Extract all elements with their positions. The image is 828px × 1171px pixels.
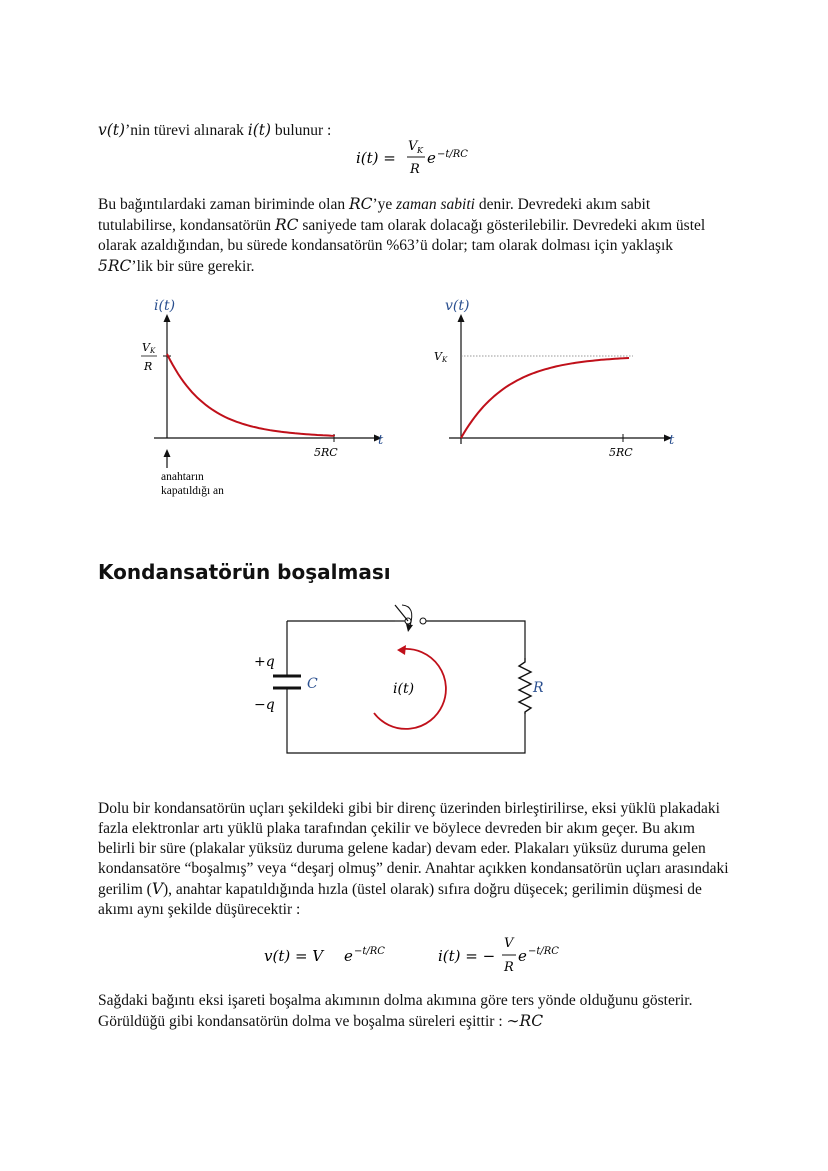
graph1-xlabel: t: [378, 433, 384, 448]
graph-charging-current: [130, 290, 400, 505]
para1-s5: ’lik bir süre gerekir.: [131, 258, 255, 275]
graph2-ylabel: v(t): [445, 298, 470, 314]
wire-bottom: [287, 692, 525, 753]
para1-s4: saniyede tam olarak dolacağı gösterilebilir. Devredeki akım üstel olarak azaldığından, bu sürede kondansatörün %63’ü dolar; tam olarak dolması için yaklaşık: [98, 217, 706, 254]
formula3-lhs: i(t) = −: [438, 947, 496, 965]
wire-top-right: [422, 621, 525, 658]
resistor-zigzag: [519, 658, 531, 714]
para1-rc: RC: [348, 195, 373, 213]
formula3-exp-base: e: [518, 947, 527, 965]
v-of-t: v(t): [98, 121, 126, 139]
graph1-annot-line2: kapatıldığı an: [161, 485, 224, 497]
graph2-y-arrow: [458, 314, 465, 322]
formula1-lhs: i(t) =: [356, 149, 396, 167]
formula-charging-current: [350, 136, 520, 180]
graph1-ynum-sub: K: [150, 347, 156, 355]
para2-v: V: [151, 880, 164, 898]
graph1-decay-curve: [167, 354, 334, 436]
formula1-den: R: [410, 162, 420, 177]
current-arrow-head: [397, 645, 406, 655]
graph2-xlabel: t: [669, 433, 675, 448]
graph2-rise-curve: [461, 358, 629, 438]
para1-s1: Bu bağıntılardaki zaman biriminde olan: [98, 196, 349, 213]
formula3-num: V: [504, 936, 514, 951]
graph1-annot-arrow-head: [164, 449, 171, 457]
switch-arrow-head: [406, 624, 413, 632]
graph2-ylevel: V: [434, 350, 442, 363]
formula-discharge-current: [432, 930, 582, 974]
current-label: i(t): [393, 681, 415, 697]
graph1-ynum: V: [142, 341, 150, 354]
switch-blade: [395, 605, 408, 621]
charge-plus: +q: [254, 654, 275, 670]
para3-s1: Sağdaki bağıntı eksi işareti boşalma akımının dolma akımına göre ters yönde olduğunu gösterir. Görüldüğü gibi kondansatörün dolma ve boşalma süreleri eşittir :: [98, 992, 693, 1030]
discharge-circuit: [240, 596, 560, 766]
graph2-x-tick-label: 5RC: [609, 446, 633, 459]
graph1-x-tick-label: 5RC: [314, 446, 338, 459]
para3-approx: ∼RC: [506, 1012, 544, 1030]
para2-s2: ), anahtar kapatıldığında hızla (üstel olarak) sıfıra doğru düşecek; gerilimin düşmesi de akımı aynı şekilde düşürecektir :: [98, 881, 702, 918]
formula2-lhs: v(t) = V: [264, 947, 324, 965]
graph1-annot-line1: anahtarın: [161, 471, 204, 483]
graph2-ylevel-sub: K: [442, 356, 448, 364]
graph1-ylabel: i(t): [154, 298, 176, 314]
switch-contact-right: [420, 618, 426, 624]
intro-post: bulunur :: [271, 122, 332, 139]
paragraph-conclusion: [98, 991, 730, 1032]
para2-s1: Dolu bir kondansatörün uçları şekildeki gibi bir direnç üzerinden birleştirilirse, eksi yüklü plakadaki fazla elektronlar artı yüklü plaka tarafından çekilir ve böylece devreden bir akım geçer. Bu akım belirli bir süre (plakalar yüksüz duruma gelene kadar) devam eder. Plakaları yüksüz duruma gelen kondansatöre “boşalmış” veya “deşarj olmuş” denir. Anahtar açıkken kondansatörün uçları arasındaki gerilim (: [98, 800, 729, 898]
section-title: Kondansatörün boşalması: [98, 560, 391, 584]
formula3-exp: −t/RC: [528, 946, 559, 957]
formula1-exp-base: e: [427, 149, 436, 167]
para1-term: zaman sabiti: [396, 196, 475, 213]
paragraph-time-constant: [98, 194, 730, 277]
para1-rc2: RC: [274, 216, 299, 234]
capacitor-label: C: [307, 676, 318, 692]
formula1-num-sub: K: [417, 146, 423, 155]
resistor-label: R: [533, 680, 544, 696]
para1-s2: ’ye: [372, 196, 397, 213]
formula3-den: R: [504, 960, 514, 975]
intro-text: ’nin türevi alınarak: [125, 122, 248, 139]
formula1-exp: −t/RC: [437, 149, 468, 160]
formula1-num: V: [408, 139, 418, 154]
paragraph-discharge: [98, 799, 730, 920]
para1-5rc: 5RC: [98, 257, 132, 275]
formula-discharge-voltage: [258, 930, 408, 974]
i-of-t: i(t): [247, 121, 272, 139]
formula2-exp-base: e: [344, 947, 353, 965]
graph1-y-arrow: [164, 314, 171, 322]
para1-s3: denir. Devredeki akım sabit tutulabilirse, kondansatörün: [98, 196, 651, 234]
graph1-yden: R: [144, 360, 153, 373]
formula2-exp: −t/RC: [354, 946, 385, 957]
charge-minus: −q: [254, 697, 275, 713]
graph-charging-voltage: [425, 290, 695, 470]
